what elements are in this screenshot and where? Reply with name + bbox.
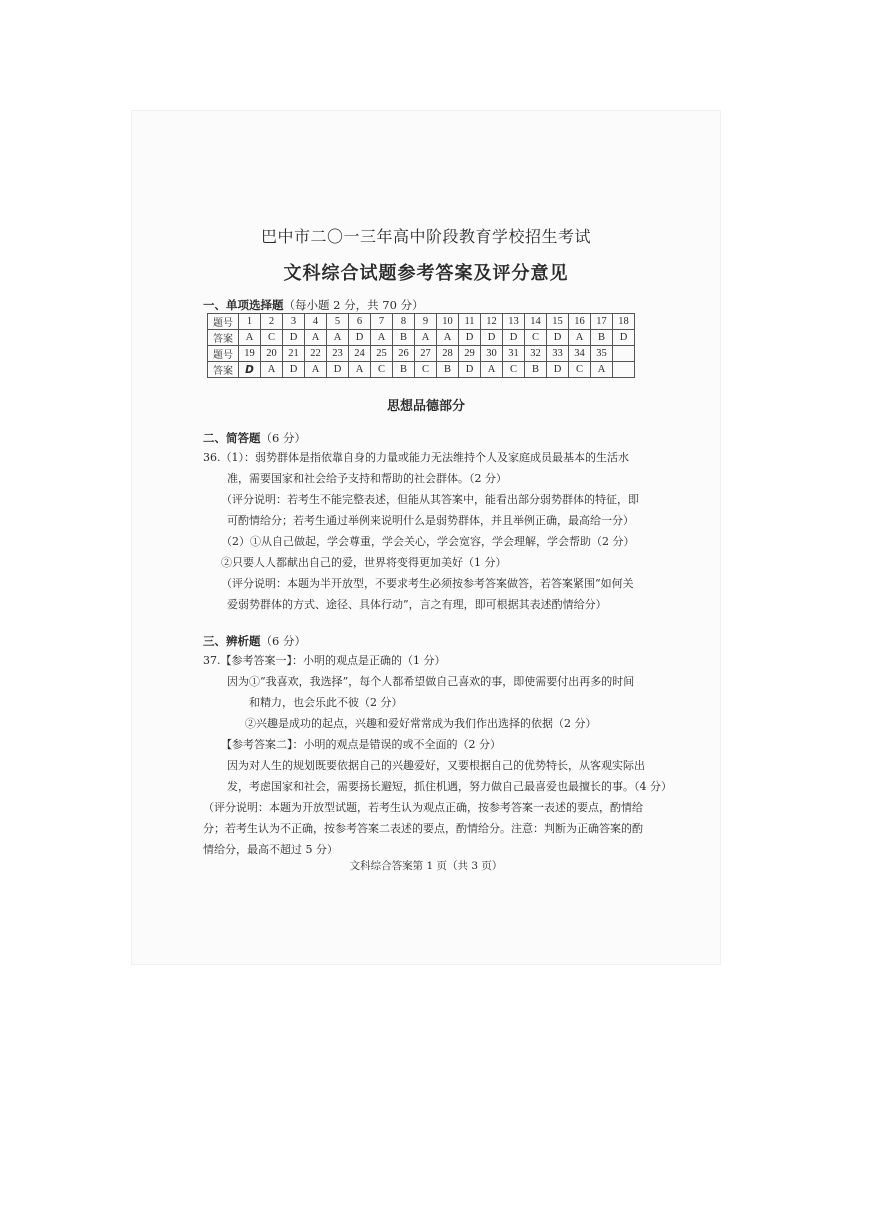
row-label: 题号 — [208, 346, 239, 362]
answer-cell: B — [591, 330, 613, 346]
question-number-cell: 2 — [261, 314, 283, 330]
answer-table-row — [208, 362, 635, 378]
q36-line-4: 可酌情给分；若考生通过举例来说明什么是弱势群体，并且举例正确，最高给一分） — [227, 514, 634, 527]
question-number-cell: 3 — [283, 314, 305, 330]
question-number-cell: 29 — [459, 346, 481, 362]
answer-cell: A — [437, 330, 459, 346]
question-number-cell: 18 — [613, 314, 635, 330]
answer-cell: A — [569, 330, 591, 346]
answer-cell: A — [481, 362, 503, 378]
question-number-cell: 1 — [239, 314, 261, 330]
question-number-cell: 31 — [503, 346, 525, 362]
answer-cell: B — [437, 362, 459, 378]
question-number-cell: 35 — [591, 346, 613, 362]
q37-line-6: 因为对人生的规划既要依据自己的兴趣爱好，又要根据自己的优势特长，从客观实际出 — [227, 759, 645, 772]
question-number-cell: 15 — [547, 314, 569, 330]
q36-line-3: （评分说明：若考生不能完整表述，但能从其答案中，能看出部分弱势群体的特征，即 — [221, 493, 639, 506]
question-number-cell: 6 — [349, 314, 371, 330]
question-number-cell: 23 — [327, 346, 349, 362]
question-number-cell: 26 — [393, 346, 415, 362]
question-number-cell: 12 — [481, 314, 503, 330]
question-number-cell: 24 — [349, 346, 371, 362]
q36-line-1: 36.（1）：弱势群体是指依靠自身的力量或能力无法维持个人及家庭成员最基本的生活水 — [203, 451, 629, 464]
answer-cell: D — [459, 330, 481, 346]
answer-cell: A — [305, 330, 327, 346]
answer-cell: D — [503, 330, 525, 346]
question-number-cell: 11 — [459, 314, 481, 330]
answer-cell — [613, 362, 635, 378]
answer-cell: A — [349, 362, 371, 378]
answer-cell: D — [459, 362, 481, 378]
question-number-cell: 34 — [569, 346, 591, 362]
question-number-cell: 13 — [503, 314, 525, 330]
q37-line-3: 和精力，也会乐此不彼（2 分） — [249, 696, 403, 709]
answer-cell: D — [283, 330, 305, 346]
question-number-cell: 10 — [437, 314, 459, 330]
answer-cell: C — [261, 330, 283, 346]
row-label: 答案 — [208, 330, 239, 346]
answer-cell: A — [591, 362, 613, 378]
question-number-cell: 28 — [437, 346, 459, 362]
part1-heading: 一、单项选择题（每小题 2 分，共 70 分） — [203, 298, 424, 312]
answer-cell: A — [327, 330, 349, 346]
part2-heading: 二、简答题（6 分） — [203, 431, 306, 445]
q37-line-8: （评分说明：本题为开放型试题，若考生认为观点正确，按参考答案一表述的要点，酌情给 — [203, 801, 643, 814]
question-number-cell — [613, 346, 635, 362]
question-number-cell: 14 — [525, 314, 547, 330]
question-number-cell: 17 — [591, 314, 613, 330]
q36-line-5: （2）①从自己做起，学会尊重，学会关心，学会宽容，学会理解，学会帮助（2 分） — [221, 535, 635, 548]
q37-line-4: ②兴趣是成功的起点，兴趣和爱好常常成为我们作出选择的依据（2 分） — [245, 717, 597, 730]
answer-cell: B — [393, 330, 415, 346]
answer-cell: A — [371, 330, 393, 346]
answer-cell: C — [569, 362, 591, 378]
question-number-cell: 9 — [415, 314, 437, 330]
answer-cell: A — [305, 362, 327, 378]
answer-cell: B — [525, 362, 547, 378]
answer-table-row — [208, 346, 635, 362]
answer-cell: D — [547, 330, 569, 346]
question-number-cell: 19 — [239, 346, 261, 362]
row-label: 题号 — [208, 314, 239, 330]
question-number-cell: 30 — [481, 346, 503, 362]
q36-line-2: 准，需要国家和社会给予支持和帮助的社会群体。（2 分） — [227, 472, 507, 485]
answer-cell: A — [239, 330, 261, 346]
answer-cell: D — [613, 330, 635, 346]
row-label: 答案 — [208, 362, 239, 378]
q37-line-2: 因为①“我喜欢，我选择”，每个人都希望做自己喜欢的事，即使需要付出再多的时间 — [227, 675, 635, 688]
q36-line-6: ②只要人人都献出自己的爱，世界将变得更加美好（1 分） — [221, 556, 507, 569]
section-title: 思想品德部分 — [386, 399, 465, 414]
answer-table-row — [208, 330, 635, 346]
answer-cell: C — [371, 362, 393, 378]
q36-line-8: 爱弱势群体的方式、途径、具体行动”，言之有理，即可根据其表述酌情给分） — [227, 598, 607, 611]
question-number-cell: 5 — [327, 314, 349, 330]
part3-heading: 三、辨析题（6 分） — [203, 634, 306, 648]
question-number-cell: 25 — [371, 346, 393, 362]
answer-table — [207, 313, 635, 378]
question-number-cell: 16 — [569, 314, 591, 330]
question-number-cell: 7 — [371, 314, 393, 330]
answer-cell: D — [481, 330, 503, 346]
answer-key-title: 文科综合试题参考答案及评分意见 — [283, 263, 569, 284]
q36-line-7: （评分说明：本题为半开放型，不要求考生必须按参考答案做答，若答案紧围“如何关 — [221, 577, 634, 590]
answer-cell: A — [415, 330, 437, 346]
question-number-cell: 33 — [547, 346, 569, 362]
question-number-cell: 8 — [393, 314, 415, 330]
question-number-cell: 22 — [305, 346, 327, 362]
question-number-cell: 21 — [283, 346, 305, 362]
answer-cell: C — [415, 362, 437, 378]
answer-cell: B — [393, 362, 415, 378]
answer-table-row — [208, 314, 635, 330]
answer-cell: C — [525, 330, 547, 346]
q37-line-7: 发，考虑国家和社会，需要扬长避短，抓住机遇，努力做自己最喜爱也最擅长的事。（4 分） — [227, 780, 672, 793]
page-footer: 文科综合答案第 1 页（共 3 页） — [349, 860, 503, 872]
scanned-page — [131, 110, 721, 965]
question-number-cell: 27 — [415, 346, 437, 362]
question-number-cell: 20 — [261, 346, 283, 362]
q37-line-10: 情给分，最高不超过 5 分） — [203, 843, 338, 856]
answer-cell: D — [283, 362, 305, 378]
exam-title: 巴中市二〇一三年高中阶段教育学校招生考试 — [260, 227, 591, 246]
answer-cell: D — [239, 362, 261, 378]
question-number-cell: 4 — [305, 314, 327, 330]
question-number-cell: 32 — [525, 346, 547, 362]
answer-cell: D — [547, 362, 569, 378]
answer-cell: D — [327, 362, 349, 378]
q37-line-9: 分；若考生认为不正确，按参考答案二表述的要点，酌情给分。注意：判断为正确答案的酌 — [203, 822, 643, 835]
answer-cell: A — [261, 362, 283, 378]
q37-line-1: 37.【参考答案一】：小明的观点是正确的（1 分） — [203, 654, 446, 667]
answer-cell: C — [503, 362, 525, 378]
answer-cell: D — [349, 330, 371, 346]
q37-line-5: 【参考答案二】：小明的观点是错误的或不全面的（2 分） — [221, 738, 501, 751]
